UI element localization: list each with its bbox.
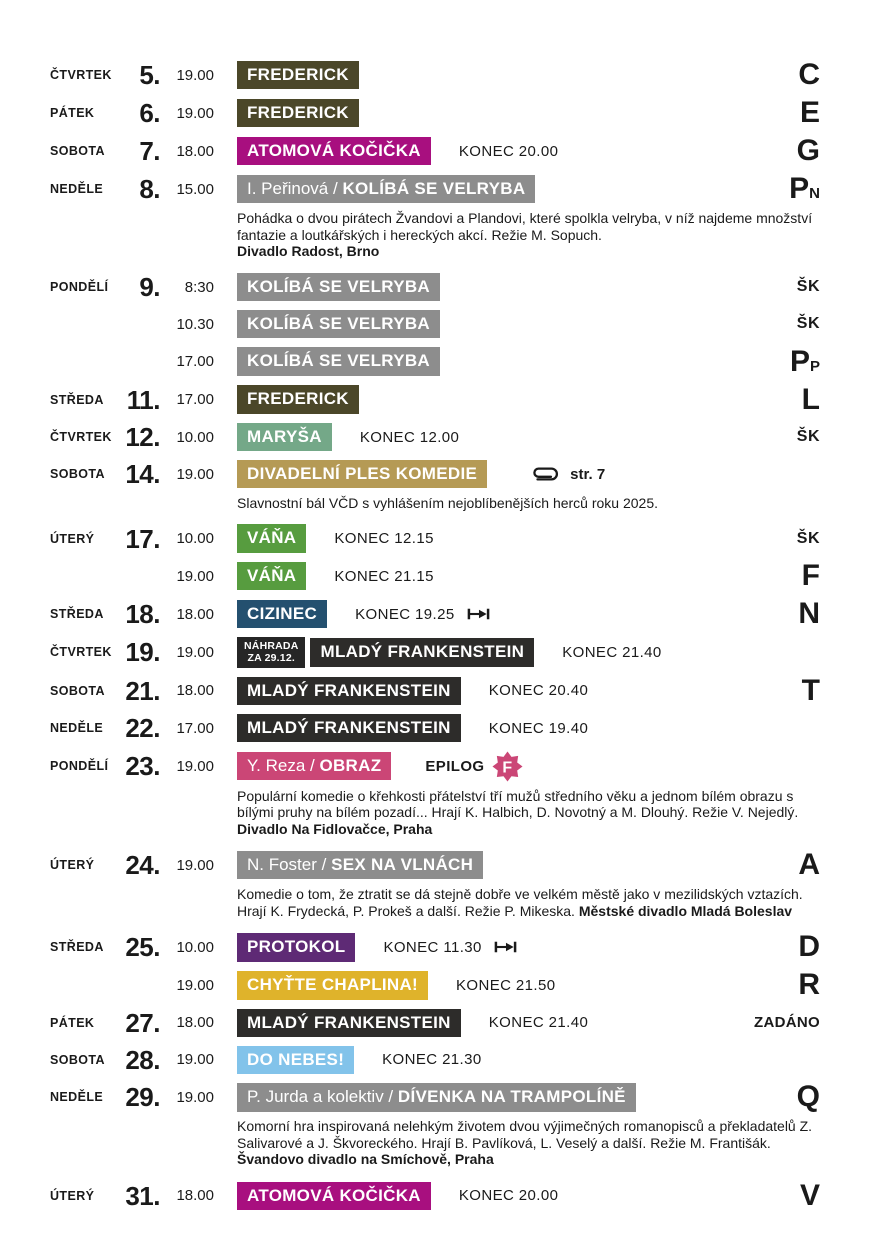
schedule-row: [50, 524, 820, 553]
date-number: 24.: [125, 850, 160, 881]
row-main: [237, 562, 802, 590]
show-description: [237, 1118, 820, 1168]
schedule-row: [50, 599, 820, 629]
schedule-row: [50, 174, 820, 204]
day-label: SOBOTA: [50, 144, 105, 158]
badge-author-name: I. Peřinová /: [247, 178, 343, 198]
show-badge: [237, 752, 391, 780]
subscription-letter: A: [798, 848, 820, 882]
subscription-letter: R: [798, 968, 820, 1002]
schedule-row: [50, 637, 820, 668]
date-number: 6.: [139, 98, 160, 128]
date-number: 22.: [125, 713, 160, 744]
show-badge: [237, 61, 359, 89]
schedule-row: [50, 60, 820, 90]
subscription-code: [797, 428, 820, 446]
subscription-letter: G: [796, 134, 820, 167]
time-label: 18.00: [176, 605, 214, 623]
paperclip-icon: [527, 466, 563, 483]
show-badge: [237, 933, 355, 961]
subscription-code: [801, 382, 820, 416]
konec-end-time: KONEC 11.30: [383, 938, 482, 956]
badge-show-title: KOLÍBÁ SE VELRYBA: [247, 351, 430, 371]
badge-show-title: KOLÍBÁ SE VELRYBA: [342, 178, 526, 198]
show-badge: [237, 273, 440, 301]
show-badge: [237, 175, 535, 203]
badge-show-title: ATOMOVÁ KOČIČKA: [247, 1185, 421, 1205]
schedule-row: [50, 1178, 820, 1212]
day-label: ÚTERÝ: [50, 1188, 95, 1203]
date-number: 19.: [125, 637, 160, 668]
show-description: [237, 886, 820, 919]
svg-text:F: F: [502, 759, 514, 777]
subscription-letter: T: [801, 673, 820, 707]
time-label: 19.00: [176, 1088, 214, 1106]
subscription-letter: N: [798, 597, 820, 631]
time-label: 17.00: [176, 353, 214, 371]
konec-end-time: KONEC 21.40: [488, 1014, 589, 1032]
company-name: Divadlo Na Fidlovačce, Praha: [237, 820, 433, 837]
schedule-row: [50, 850, 820, 880]
time-label: 19.00: [176, 757, 214, 775]
row-main: [237, 137, 797, 165]
show-badge: [237, 99, 359, 127]
time-label: 19.00: [176, 66, 214, 84]
school-code: ŠK: [796, 278, 820, 296]
schedule-row: [50, 673, 820, 707]
date-number: 11.: [126, 384, 160, 415]
day-label: PONDĚLÍ: [50, 280, 109, 295]
page-reference-label: str. 7: [570, 465, 606, 483]
day-label: NEDĚLE: [50, 721, 104, 736]
subscription-code: [798, 970, 820, 1000]
date-number: 5.: [139, 60, 160, 90]
school-code: ŠK: [796, 315, 820, 333]
show-badge: [237, 137, 431, 165]
arrow-to-bar-icon: [494, 940, 517, 954]
date-number: 9.: [139, 272, 160, 303]
time-label: 8:30: [184, 278, 214, 296]
time-label: 10.00: [176, 428, 214, 446]
time-label: 18.00: [176, 682, 214, 700]
subscription-code: [802, 561, 820, 591]
date-number: 12.: [125, 422, 160, 453]
day-label: ÚTERÝ: [50, 531, 95, 546]
show-badge: [237, 562, 306, 590]
time-label: 19.00: [176, 1051, 214, 1069]
konec-end-time: KONEC 12.00: [359, 428, 460, 446]
badge-show-title: FREDERICK: [247, 389, 349, 409]
schedule-row: [50, 1045, 820, 1074]
day-label: NEDĚLE: [50, 182, 104, 196]
schedule-row: [50, 344, 820, 378]
schedule-row: [50, 714, 820, 743]
time-label: 19.00: [176, 976, 214, 994]
badge-show-title: VÁŇA: [247, 565, 297, 585]
show-description: [237, 788, 820, 838]
time-label: 19.00: [176, 567, 214, 585]
subscription-letter-sub: N: [809, 185, 820, 202]
subscription-letter: V: [799, 1178, 820, 1212]
subscription-letter: F: [801, 559, 820, 593]
description-text: Populární komedie o křehkosti přátelství tří mužů středního věku a jednom bílém obrazu s bílými pruhy na bílém pozadí... Hrají K. Halbich, D. Novotný a M. Dlouhý. Režie V. Nejedlý.: [237, 787, 799, 821]
epilog-star-f-icon: [492, 751, 523, 782]
day-label: PÁTEK: [50, 1015, 95, 1030]
time-label: 18.00: [176, 1187, 214, 1205]
badge-show-title: MARYŠA: [247, 426, 322, 446]
badge-show-title: DÍVENKA NA TRAMPOLÍNĚ: [397, 1087, 626, 1107]
replacement-note-badge: [237, 637, 305, 668]
subscription-code: [797, 1082, 820, 1112]
badge-show-title: ATOMOVÁ KOČIČKA: [247, 140, 421, 160]
show-badge: [237, 385, 359, 413]
row-main: [237, 714, 820, 742]
date-number: 14.: [125, 459, 160, 490]
schedule-row: [50, 273, 820, 302]
row-main: [237, 971, 798, 999]
day-label: PÁTEK: [50, 106, 95, 120]
show-badge: [237, 600, 327, 628]
company-name: Městské divadlo Mladá Boleslav: [578, 902, 793, 919]
show-badge: [237, 1083, 636, 1111]
badge-author-name: Y. Reza /: [247, 756, 320, 776]
subscription-code: [789, 174, 820, 204]
badge-show-title: MLADÝ FRANKENSTEIN: [320, 642, 525, 662]
description-text: Pohádka o dvou pirátech Žvandovi a Plandovi, které spolkla velryba, v níž najdeme množství fantazie a loutkářských i hereckých akcí. Režie M. Sopuch.: [237, 210, 813, 243]
subscription-letter: Q: [796, 1080, 820, 1114]
badge-show-title: FREDERICK: [247, 64, 349, 84]
schedule-row: [50, 1082, 820, 1112]
note-line2: ZA 29.12.: [247, 652, 295, 665]
konec-end-time: KONEC 21.40: [562, 643, 662, 661]
row-main: [237, 677, 802, 705]
konec-end-time: KONEC 12.15: [334, 530, 434, 548]
subscription-code: [800, 98, 820, 128]
subscription-code: [801, 673, 820, 707]
row-main: [237, 273, 797, 301]
badge-show-title: OBRAZ: [319, 756, 382, 776]
subscription-letter: P: [789, 344, 810, 378]
konec-end-time: KONEC 20.40: [488, 682, 589, 700]
day-label: NEDĚLE: [50, 1090, 104, 1105]
show-badge: [237, 347, 440, 375]
date-number: 17.: [125, 523, 160, 554]
show-badge: [237, 1046, 354, 1074]
time-label: 17.00: [176, 391, 214, 409]
time-label: 15.00: [176, 180, 214, 198]
day-label: ČTVRTEK: [50, 430, 112, 445]
subscription-code: [797, 136, 820, 166]
row-main: [237, 385, 802, 413]
reserved-label: ZADÁNO: [754, 1014, 820, 1032]
konec-end-time: KONEC 19.25: [355, 605, 455, 623]
schedule-row: [50, 970, 820, 1000]
epilog-label: EPILOG: [425, 757, 485, 775]
badge-show-title: CHYŤTE CHAPLINA!: [247, 975, 419, 995]
badge-show-title: VÁŇA: [247, 528, 297, 548]
subscription-code: [797, 278, 820, 296]
date-number: 8.: [139, 174, 160, 204]
show-badge: [237, 851, 483, 879]
badge-show-title: MLADÝ FRANKENSTEIN: [247, 718, 451, 738]
schedule-row: [50, 382, 820, 416]
badge-show-title: MLADÝ FRANKENSTEIN: [247, 680, 451, 700]
time-label: 17.00: [176, 719, 214, 737]
row-main: [237, 310, 797, 338]
day-label: ÚTERÝ: [50, 858, 95, 873]
subscription-code: [754, 1014, 820, 1031]
konec-end-time: KONEC 21.15: [334, 567, 434, 585]
show-badge: [237, 423, 332, 451]
time-label: 19.00: [176, 465, 214, 483]
subscription-letter-sub: P: [809, 357, 820, 375]
time-label: 19.00: [176, 643, 214, 661]
date-number: 21.: [125, 675, 160, 706]
date-number: 28.: [125, 1044, 160, 1075]
show-description: [237, 495, 820, 512]
time-label: 10.30: [176, 315, 214, 333]
show-badge: [237, 524, 306, 552]
badge-show-title: DIVADELNÍ PLES KOMEDIE: [247, 463, 478, 483]
date-number: 23.: [125, 751, 160, 782]
day-label: ČTVRTEK: [50, 68, 112, 82]
note-line1: NÁHRADA: [244, 640, 299, 653]
subscription-code: [798, 599, 820, 629]
day-label: STŘEDA: [50, 607, 104, 622]
badge-show-title: KOLÍBÁ SE VELRYBA: [247, 313, 430, 333]
row-main: [237, 99, 800, 127]
badge-show-title: CIZINEC: [247, 603, 318, 623]
show-badge: [237, 714, 461, 742]
date-number: 29.: [125, 1082, 160, 1113]
subscription-letter: L: [801, 382, 820, 416]
arrow-to-bar-icon: [467, 607, 490, 621]
description-text: Komedie o tom, že ztratit se dá stejně dobře ve velkém městě jako v mezilidských vztazích. Hrají K. Frydecká, P. Prokeš a další. Režie P. Mikeska.: [237, 886, 803, 919]
row-main: [237, 1083, 797, 1111]
schedule-row: [50, 423, 820, 452]
show-badge: [237, 460, 487, 488]
badge-show-title: FREDERICK: [247, 102, 349, 122]
time-label: 10.00: [176, 938, 214, 956]
badge-show-title: PROTOKOL: [247, 937, 346, 957]
date-number: 7.: [139, 136, 160, 166]
row-main: [237, 1046, 820, 1074]
show-badge: [237, 1182, 431, 1210]
schedule-row: [50, 561, 820, 591]
subscription-code: [798, 932, 820, 962]
school-code: ŠK: [796, 529, 820, 547]
schedule-row: [50, 310, 820, 339]
subscription-letter: P: [789, 172, 810, 205]
schedule-row: [50, 751, 820, 782]
time-label: 18.00: [176, 1014, 214, 1032]
day-label: SOBOTA: [50, 683, 105, 698]
day-label: STŘEDA: [50, 940, 104, 955]
subscription-code: [798, 850, 820, 880]
show-description: [237, 210, 820, 260]
badge-show-title: KOLÍBÁ SE VELRYBA: [247, 276, 430, 296]
day-label: PONDĚLÍ: [50, 759, 109, 774]
schedule-row: [50, 136, 820, 166]
day-label: ČTVRTEK: [50, 645, 112, 660]
subscription-letter: D: [798, 930, 820, 964]
show-badge: [237, 310, 440, 338]
row-main: [237, 851, 798, 879]
row-main: [237, 347, 790, 375]
time-label: 19.00: [176, 104, 214, 122]
show-badge: [237, 971, 428, 999]
date-number: 18.: [125, 599, 160, 630]
day-label: SOBOTA: [50, 467, 105, 482]
schedule-row: [50, 98, 820, 128]
row-main: [237, 423, 797, 451]
schedule-row: [50, 460, 820, 489]
show-badge: [237, 677, 461, 705]
row-main: [237, 751, 820, 782]
show-badge: [237, 1009, 461, 1037]
time-label: 19.00: [176, 856, 214, 874]
company-name: Divadlo Radost, Brno: [237, 243, 380, 260]
page-reference: [527, 466, 605, 483]
badge-show-title: DO NEBES!: [247, 1049, 345, 1069]
konec-end-time: KONEC 21.30: [382, 1051, 482, 1069]
subscription-code: [799, 1178, 820, 1212]
subscription-code: [797, 530, 820, 548]
description-text: Slavnostní bál VČD s vyhlášením nejoblíbenějších herců roku 2025.: [237, 494, 659, 511]
show-badge: [310, 638, 534, 666]
row-main: [237, 175, 789, 203]
day-label: STŘEDA: [50, 392, 104, 407]
subscription-letter: C: [798, 58, 820, 91]
school-code: ŠK: [796, 428, 820, 446]
date-number: 27.: [125, 1007, 160, 1038]
badge-show-title: SEX NA VLNÁCH: [331, 855, 474, 875]
konec-end-time: KONEC 19.40: [488, 719, 589, 737]
subscription-code: [797, 315, 820, 333]
time-label: 10.00: [176, 530, 214, 548]
row-main: [237, 1182, 800, 1210]
badge-show-title: MLADÝ FRANKENSTEIN: [247, 1012, 451, 1032]
time-label: 18.00: [176, 142, 214, 160]
date-number: 25.: [125, 932, 160, 963]
konec-end-time: KONEC 20.00: [458, 1187, 559, 1205]
description-text: Komorní hra inspirovaná nelehkým životem dvou výjimečných romanopisců a překladatelů Z. Salivarové a J. Škvoreckého. Hrají B. Pavlíková, L. Veselý a další. Režie M. Františák.: [237, 1118, 813, 1151]
badge-author-name: P. Jurda a kolektiv /: [247, 1087, 398, 1107]
row-main: [237, 933, 798, 961]
company-name: Švandovo divadlo na Smíchově, Praha: [237, 1151, 494, 1168]
row-main: [237, 524, 797, 552]
subscription-letter: E: [799, 96, 820, 129]
schedule-row: [50, 932, 820, 962]
konec-end-time: KONEC 21.50: [456, 976, 556, 994]
badge-author-name: N. Foster /: [247, 855, 332, 875]
row-main: [237, 637, 820, 668]
row-main: [237, 1009, 754, 1037]
epilog-tag: [425, 751, 523, 782]
date-number: 31.: [125, 1180, 160, 1211]
day-label: SOBOTA: [50, 1052, 105, 1067]
row-main: [237, 460, 820, 488]
konec-end-time: KONEC 20.00: [458, 142, 559, 160]
row-main: [237, 61, 798, 89]
schedule-row: [50, 1008, 820, 1037]
subscription-code: [789, 344, 820, 378]
subscription-code: [798, 60, 820, 90]
row-main: [237, 600, 798, 628]
